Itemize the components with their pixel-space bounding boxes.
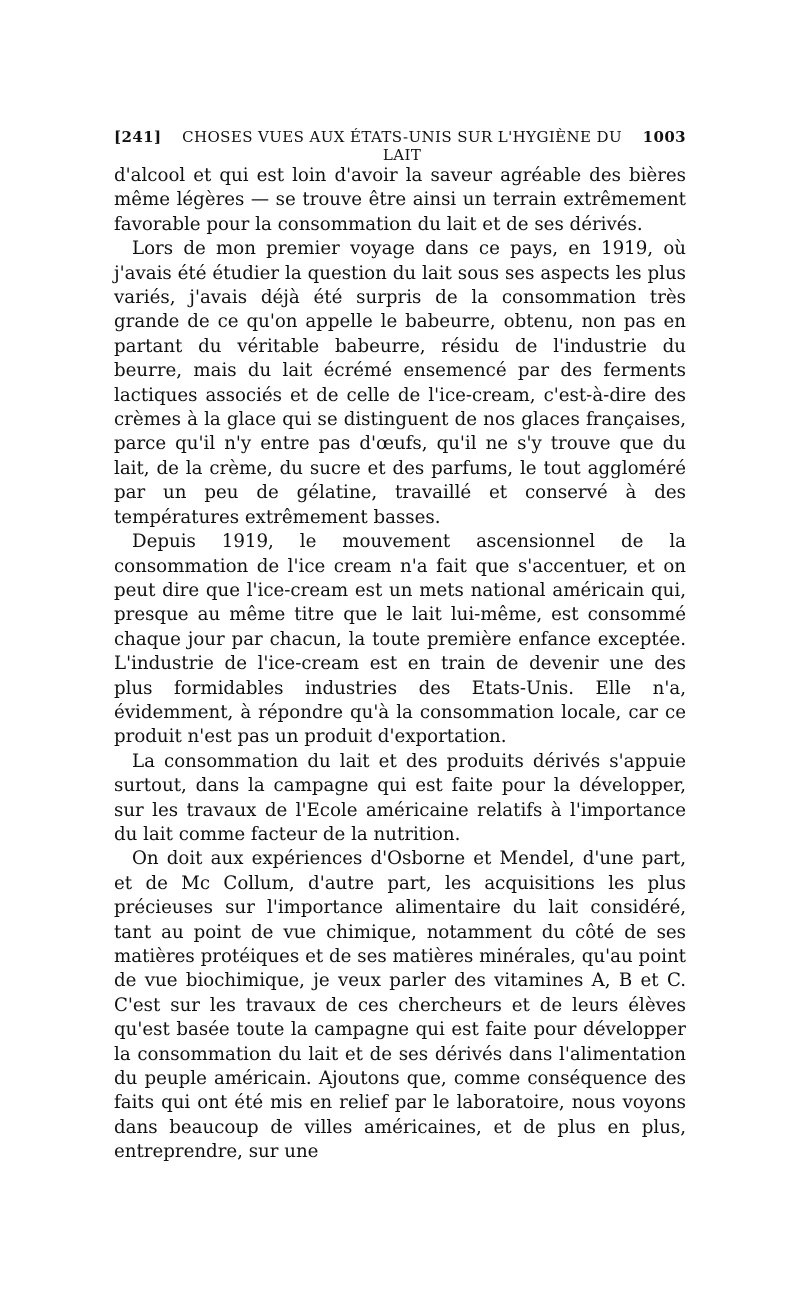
paragraph-ice-cream: Depuis 1919, le mouvement ascensionnel de la consommation de l'ice cream n'a fait que s'accentuer, et on peut dire que l'ice-cream est un mets national américain qui, presque au même titre que le lait lui-même, est consommé chaque jour par chacun, la toute première enfance exceptée. L'industrie de l'ice-cream est en train de devenir une des plus formidables industries des Etats-Unis. Elle n'a, évidemment, à répondre qu'à la consommation locale, car ce produit n'est pas un produit d'exportation.: [114, 531, 686, 748]
section-reference: [241]: [114, 128, 162, 146]
paragraph-consumption: La consommation du lait et des produits dérivés s'appuie surtout, dans la campagne qui est faite pour la développer, sur les travaux de l'Ecole américaine relatifs à l'importance du lait comme facteur de la nutrition.: [114, 750, 686, 845]
running-header: [114, 128, 686, 164]
paragraph-first-voyage: Lors de mon premier voyage dans ce pays, en 1919, où j'avais été étudier la question du lait sous ses aspects les plus variés, j'avais déjà été surpris de la consommation très grande de ce qu'on appelle le babeurre, obtenu, non pas en partant du véritable babeurre, résidu de l'industrie du beurre, mais du lait écrémé ensemencé par des ferments lactiques associés et de celle de l'ice-cream, c'est-à-dire des crèmes à la glace qui se distinguent de nos glaces françaises, parce qu'il n'y entre pas d'œufs, qu'il ne s'y trouve que du lait, de la crème, du sucre et des parfums, le tout aggloméré par un peu de gélatine, travaillé et conservé à des températures extrêmement basses.: [114, 238, 686, 528]
paragraph-experiments: On doit aux expériences d'Osborne et Mendel, d'une part, et de Mc Collum, d'autre part, les acquisitions les plus précieuses sur l'importance alimentaire du lait considéré, tant au point de vue chimique, notamment du côté de ses matières protéiques et de ses matières minérales, qu'au point de vue biochimique, je veux parler des vitamines A, B et C. C'est sur les travaux de ces chercheurs et de leurs élèves qu'est basée toute la campagne qui est faite pour développer la consommation du lait et de ses dérivés dans l'alimentation du peuple américain. Ajoutons que, comme conséquence des faits qui ont été mis en relief par le laboratoire, nous voyons dans beaucoup de villes américaines, et de plus en plus, entreprendre, sur une: [114, 848, 686, 1163]
paragraph-continued: d'alcool et qui est loin d'avoir la saveur agréable des bières même légères — se trouve être ainsi un terrain extrêmement favorable pour la consommation du lait et de ses dérivés.: [114, 165, 686, 235]
page-number: 1003: [642, 128, 686, 146]
running-title: CHOSES VUES AUX ÉTATS-UNIS SUR L'HYGIÈNE DU LAIT: [182, 128, 623, 164]
document-page: [114, 128, 686, 1165]
